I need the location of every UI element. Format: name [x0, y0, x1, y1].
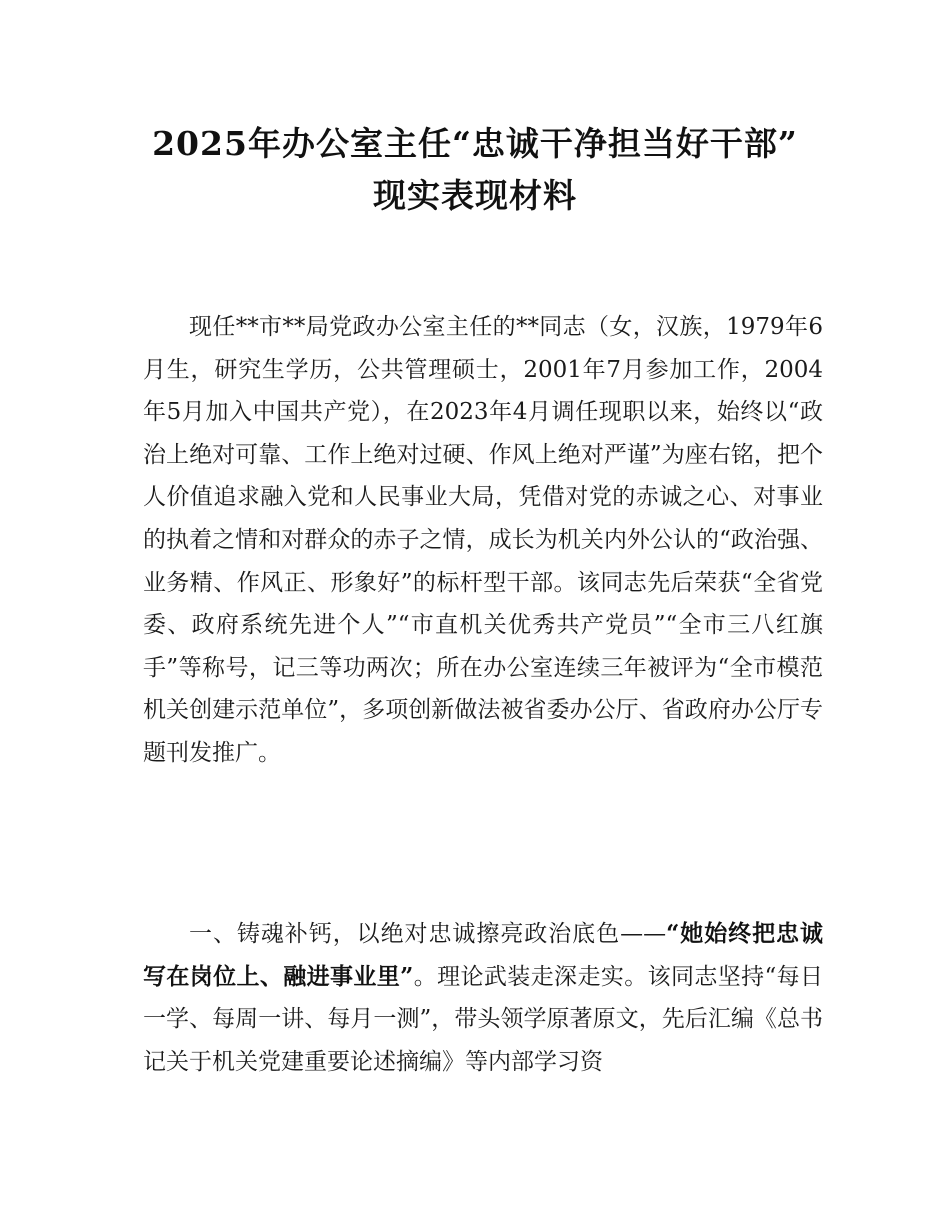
- document-title-line-2: 现实表现材料: [373, 176, 577, 215]
- section-1-body: 。理论武装走深走实。该同志坚持“每日一学、每周一讲、每月一测”，带头领学原著原文，先后汇编《总书记关于机关党建重要论述摘编》等内部学习资: [143, 963, 823, 1075]
- section-1-heading: 一、铸魂补钙，以绝对忠诚擦亮政治底色——: [189, 921, 667, 947]
- section-1-quote: “她始终把忠诚写在岗位上、融进事业里”: [143, 920, 823, 990]
- document-title-line-1: 2025年办公室主任“忠诚干净担当好干部”: [152, 124, 798, 163]
- section-1-paragraph: [143, 913, 823, 1083]
- intro-paragraph: 现任**市**局党政办公室主任的**同志（女，汉族，1979年6月生，研究生学历，公共管理硕士，2001年7月参加工作，2004年5月加入中国共产党），在2023年4月调任现职以来，始终以“政治上绝对可靠、工作上绝对过硬、作风上绝对严谨”为座右铭，把个人价值追求融入党和人民事业大局，凭借对党的赤诚之心、对事业的执着之情和对群众的赤子之情，成长为机关内外公认的“政治强、业务精、作风正、形象好”的标杆型干部。该同志先后荣获“全省党委、政府系统先进个人”“市直机关优秀共产党员”“全市三八红旗手”等称号，记三等功两次；所在办公室连续三年被评为“全市模范机关创建示范单位”，多项创新做法被省委办公厅、省政府办公厅专题刊发推广。: [143, 314, 823, 766]
